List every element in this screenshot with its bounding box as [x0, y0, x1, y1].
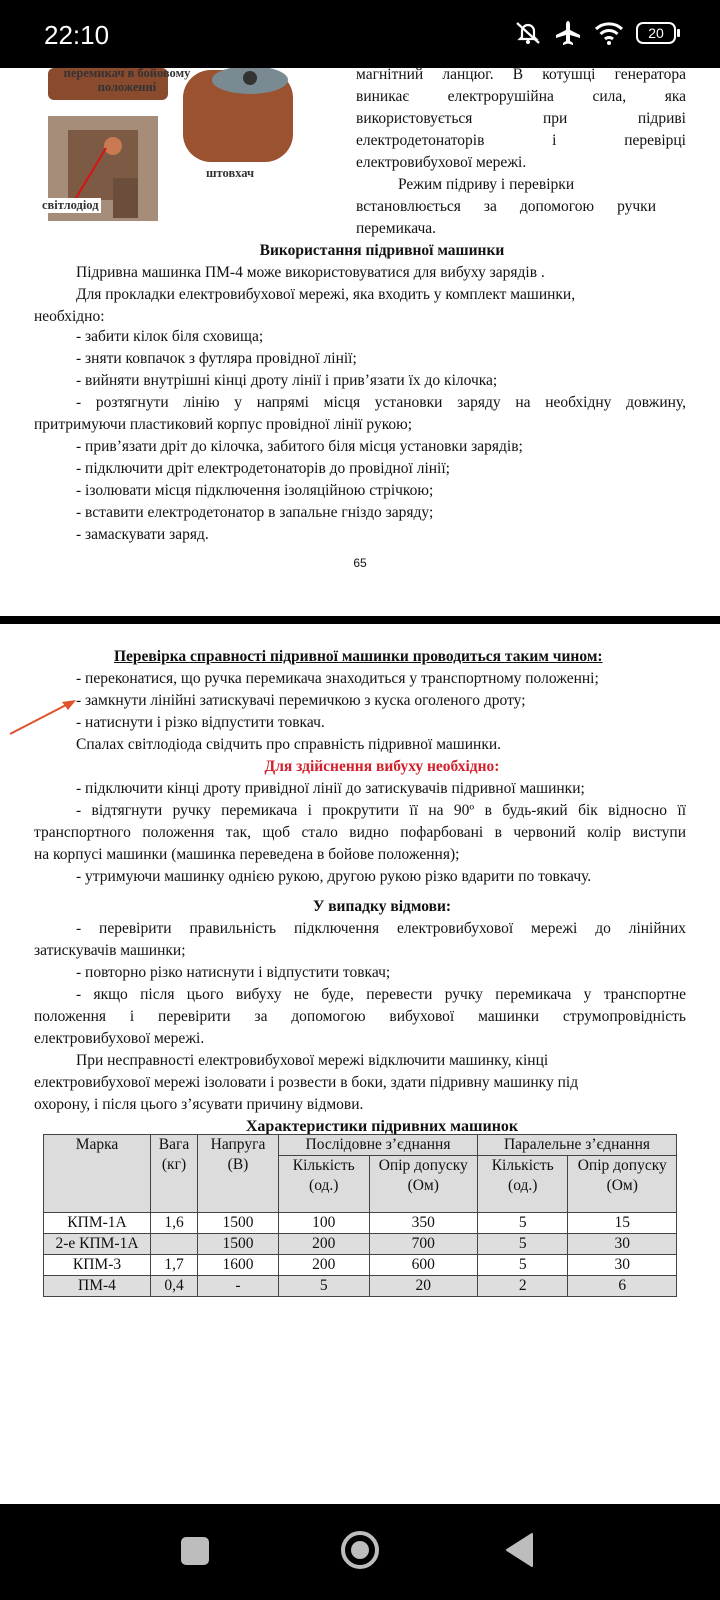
paragraph: охорону, і після цього з’ясувати причину відмови. — [34, 1096, 364, 1113]
paragraph: Підривна машинка ПМ-4 може використовуватися для вибуху зарядів . — [76, 264, 545, 281]
table-row: 2-е КПМ-1А 1500 200 700 5 30 — [44, 1234, 677, 1255]
table-title: Характеристики підривних машинок — [245, 1118, 519, 1135]
list-item: - прив’язати дріт до кілочка, забитого біля місця установки зарядів; — [76, 438, 523, 455]
right-column-text: магнітний ланцюг. В котушці генератора виникає електрорушійна сила, яка використовується при підриві електродетонаторів і перевірці — [356, 66, 686, 149]
table-row: ПМ-4 0,4 - 5 20 2 6 — [44, 1276, 677, 1297]
home-button[interactable] — [340, 1530, 380, 1575]
list-item: на корпусі машинки (машинка переведена в бойове положення); — [34, 846, 460, 863]
check-heading: Перевірка справності підривної машинки проводиться таким чином: — [114, 648, 603, 665]
document-page-1: перемикач в бойовому положенні світлодіод штовхач магнітний ланцюг. В котушці генератора виникає електрорушійна сила, яка використовується при підриві електродетонаторів і перевірці електровибухової мережі. Режим підриву і перевірки встановлюється за допомогою ручки перемикача. Використання підривної машинки Підривна машинка ПМ-4 може використовуватися для вибуху зарядів . Для прокладки електровибухової мережі, яка входить у комплект машинки, необхідно: - забити кілок біля сховища; - зняти ковпачок з футляра провідної лінії; - вийняти внутрішні кінці дроту лінії і прив’язати їх до кілочка; - розтягнути лінію у напрямі місця установки заряду на необхідну довжину, притримуючи пластиковий корпус провідної лінії рукою; - прив’язати дріт до кілочка, забитого біля місця установки зарядів; - підключити дріт електродетонаторів до провідної лінії; - ізолювати місця підключення ізоляційною стрічкою; - вставити електродетонатор в запальне гніздо заряду; - замаскувати заряд. 65 — [0, 68, 720, 616]
list-item: - підключити дріт електродетонаторів до провідної лінії; — [76, 460, 450, 477]
list-item: - замаскувати заряд. — [76, 526, 209, 543]
list-item: - утримуючи машинку однією рукою, другою рукою різко вдарити по товкачу. — [76, 868, 592, 885]
paragraph: електровибухової мережі ізоловати і розвести в боки, здати підривну машинку під — [34, 1074, 579, 1091]
list-item: електровибухової мережі. — [34, 1030, 205, 1047]
column-header: Послідовне з’єднання — [279, 1135, 478, 1156]
page-number: 65 — [353, 556, 367, 570]
column-header: Опір допуску (Ом) — [369, 1156, 477, 1213]
annotation-arrow — [6, 694, 86, 738]
characteristics-table — [43, 1134, 677, 1297]
wifi-icon — [594, 21, 624, 45]
list-item: - підключити кінці дроту привідної лінії до затискувачів підривної машинки; — [76, 780, 585, 797]
section-heading: Використання підривної машинки — [259, 242, 505, 259]
list-item: - повторно різко натиснути і відпустити товкач; — [76, 964, 391, 981]
column-header: Опір допуску (Ом) — [568, 1156, 677, 1213]
list-item: - натиснути і різко відпустити товкач. — [76, 714, 325, 731]
list-item: - розтягнути лінію у напрямі місця установки заряду на необхідну довжину, — [76, 394, 686, 411]
paragraph: Для прокладки електровибухової мережі, яка входить у комплект машинки, — [76, 286, 576, 303]
blast-heading: Для здійснення вибуху необхідно: — [264, 758, 500, 775]
led-label: світлодіод — [42, 198, 99, 212]
list-item: - якщо після цього вибуху не буде, перевести ручку перемикача у транспортне — [76, 986, 686, 1003]
back-icon — [504, 1532, 534, 1568]
do-not-disturb-icon — [514, 20, 542, 46]
home-icon — [340, 1530, 380, 1570]
column-header: Вага (кг) — [151, 1135, 198, 1213]
list-item: транспортного положення так, щоб стало видно пофарбовані в червоний колір виступи — [34, 824, 686, 841]
list-item: затискувачів машинки; — [34, 942, 186, 959]
document-page-2 — [0, 624, 720, 1504]
fail-heading: У випадку відмови: — [312, 898, 452, 915]
table-row: КПМ-3 1,7 1600 200 600 5 30 — [44, 1255, 677, 1276]
plunger-label: штовхач — [206, 166, 255, 180]
column-header: Паралельне з’єднання — [477, 1135, 676, 1156]
list-item: - перевірити правильність підключення електровибухової мережі до лінійних — [76, 920, 686, 937]
list-item: - замкнути лінійні затискувачі перемичкою з куска оголеного дроту; — [76, 692, 526, 709]
switch-label: перемикач в бойовому положенні — [63, 68, 191, 94]
battery-indicator: 20 — [636, 22, 676, 44]
device-photo — [28, 68, 348, 228]
list-item: положення і перевірити за допомогою вибухової машинки струмопровідність — [34, 1008, 686, 1025]
list-item: - відтягнути ручку перемикача і прокрутити її на 90º в будь-який бік відносно її — [76, 802, 686, 819]
list-item: - забити кілок біля сховища; — [76, 328, 264, 345]
recents-icon — [180, 1536, 210, 1566]
list-item: притримуючи пластиковий корпус провідної лінії рукою; — [34, 416, 413, 433]
list-item: - вставити електродетонатор в запальне гніздо заряду; — [76, 504, 434, 521]
airplane-mode-icon — [554, 20, 582, 46]
recents-button[interactable] — [180, 1536, 210, 1571]
table-row: КПМ-1А 1,6 1500 100 350 5 15 — [44, 1213, 677, 1234]
column-header: Марка — [44, 1135, 151, 1213]
paragraph: При несправності електровибухової мережі відключити машинку, кінці — [76, 1052, 549, 1069]
status-time: 22:10 — [44, 20, 110, 50]
paragraph: Спалах світлодіода свідчить про справність підривної машинки. — [76, 736, 502, 753]
list-item: - ізолювати місця підключення ізоляційною стрічкою; — [76, 482, 434, 499]
page-divider — [0, 616, 720, 624]
column-header: Кількість (од.) — [477, 1156, 568, 1213]
navigation-bar — [0, 1504, 720, 1600]
list-item: - вийняти внутрішні кінці дроту лінії і прив’язати їх до кілочка; — [76, 372, 498, 389]
column-header: Кількість (од.) — [279, 1156, 370, 1213]
back-button[interactable] — [504, 1532, 534, 1573]
status-bar — [0, 0, 720, 68]
column-header: Напруга (В) — [198, 1135, 279, 1213]
list-item: - зняти ковпачок з футляра провідної лінії; — [76, 350, 357, 367]
list-item: - переконатися, що ручка перемикача знаходиться у транспортному положенні; — [76, 670, 599, 687]
paragraph: необхідно: — [34, 308, 105, 325]
